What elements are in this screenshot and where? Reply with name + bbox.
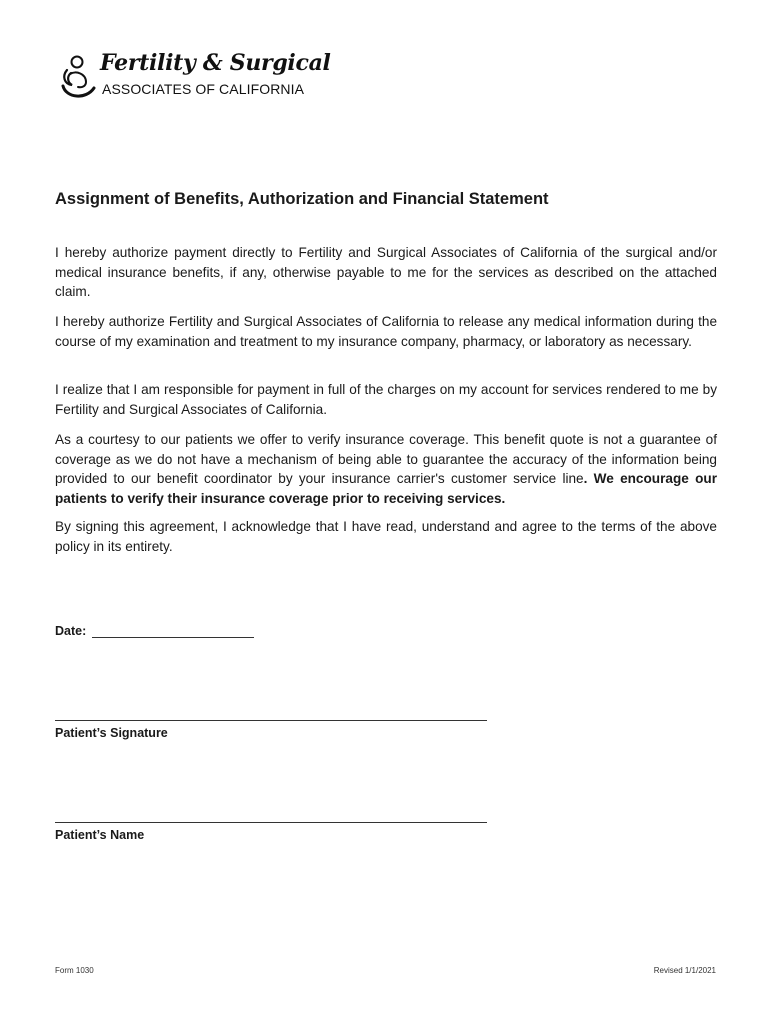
- date-field-line[interactable]: [92, 637, 254, 638]
- date-label: Date:: [55, 624, 87, 638]
- paragraph-release-information: I hereby authorize Fertility and Surgical Associates of California to release any medical information during the course of my examination and treatment to my insurance company, pharmacy, or laboratory as necessary.: [55, 314, 717, 349]
- logo-name: Fertility & Surgical: [100, 50, 331, 76]
- paragraph-payment-authorization: I hereby authorize payment directly to Fertility and Surgical Associates of California of the surgical and/or medical insurance benefits, if any, otherwise payable to me for the services as described on the attached claim.: [55, 245, 717, 299]
- paragraph-insurance-verification: [55, 430, 717, 508]
- paragraph-payment-responsibility: I realize that I am responsible for payment in full of the charges on my account for services rendered to me by Fertility and Surgical Associates of California.: [55, 382, 717, 417]
- paragraph-acknowledgement: By signing this agreement, I acknowledge that I have read, understand and agree to the terms of the above policy in its entirety.: [55, 519, 717, 554]
- name-field-line[interactable]: [55, 822, 487, 823]
- revised-date: Revised 1/1/2021: [653, 966, 716, 975]
- form-number: Form 1030: [55, 966, 94, 975]
- name-label: Patient’s Name: [55, 828, 145, 842]
- signature-field-line[interactable]: [55, 720, 487, 721]
- signature-label: Patient’s Signature: [55, 726, 168, 740]
- stylized-figure-logo-icon: [60, 52, 100, 100]
- insurance-verification-emphasis: . We encourage our patients to verify their insurance coverage prior to receiving services.: [55, 471, 717, 506]
- company-logo: [60, 50, 331, 102]
- document-title: Assignment of Benefits, Authorization and Financial Statement: [55, 190, 549, 208]
- paragraph-insurance-verification-text: As a courtesy to our patients we offer to verify insurance coverage. This benefit quote is not a guarantee of coverage as we do not have a mechanism of being able to guarantee the accuracy of the information being provided to our benefit coordinator by your insurance carrier's customer service line: [55, 432, 717, 486]
- logo-subtitle: ASSOCIATES OF CALIFORNIA: [102, 81, 305, 97]
